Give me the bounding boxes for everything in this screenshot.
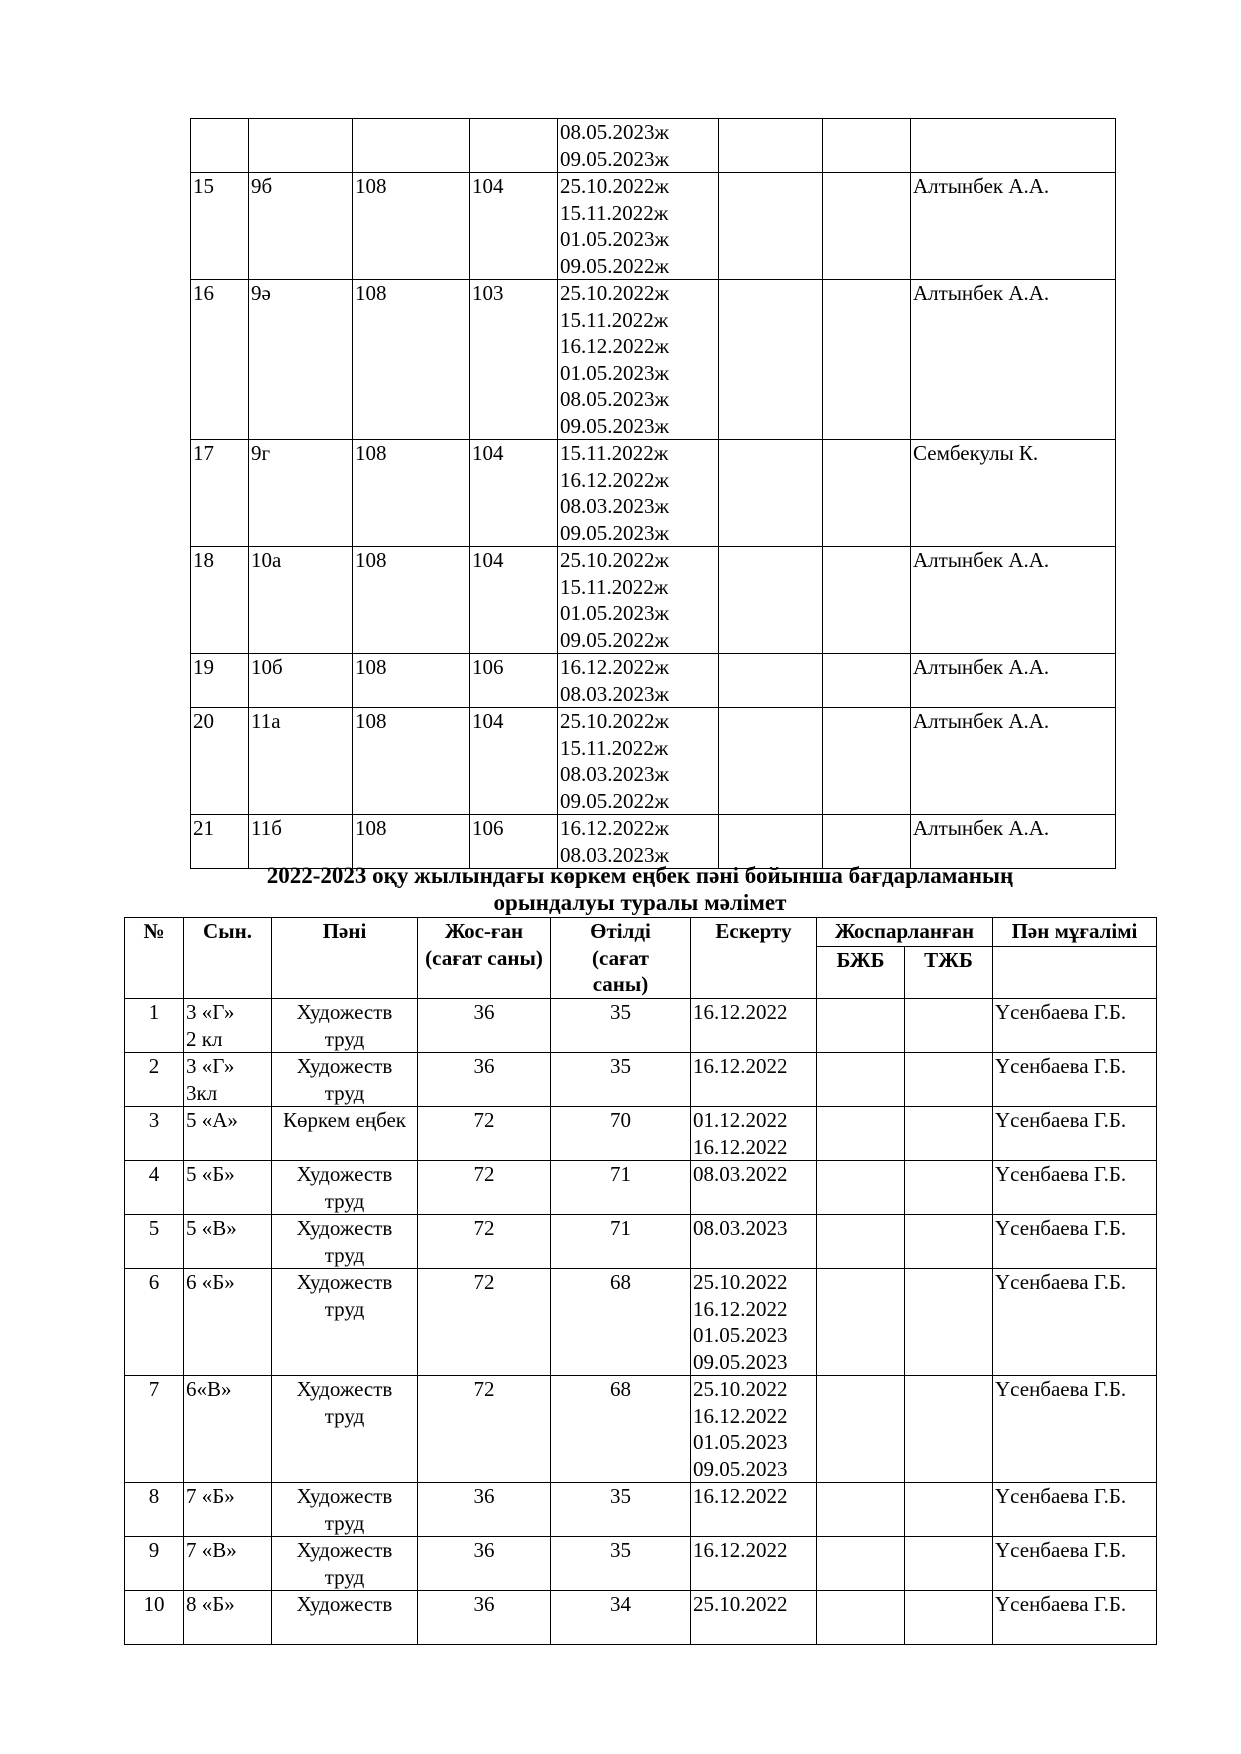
bzhb-cell	[817, 1053, 905, 1107]
dates-line: 08.03.2023ж	[560, 842, 670, 867]
empty-cell	[719, 280, 823, 440]
class-name	[184, 1591, 272, 1645]
header-planned-line: (сағат саны)	[425, 945, 543, 970]
row-number: 16	[191, 280, 249, 440]
done-hours: 106	[470, 815, 558, 869]
note-dates-line: 16.12.2022	[693, 1054, 788, 1078]
done-hours: 71	[551, 1215, 691, 1269]
tzhb-cell	[905, 999, 993, 1053]
subject	[272, 1215, 418, 1269]
table-row	[125, 1107, 1157, 1161]
bzhb-cell	[817, 1269, 905, 1376]
tzhb-cell	[905, 1376, 993, 1483]
dates-line: 08.03.2023ж	[560, 762, 670, 786]
dates-line: 08.05.2023ж	[560, 387, 670, 411]
planned-hours: 72	[418, 1376, 551, 1483]
dates-line: 09.05.2023ж	[560, 520, 670, 545]
tzhb-cell	[905, 1269, 993, 1376]
empty-cell	[823, 280, 911, 440]
row-number: 17	[191, 440, 249, 547]
dates	[558, 280, 719, 440]
subject-line: Художеств	[296, 1270, 393, 1294]
dates-line: 08.03.2023ж	[560, 681, 670, 706]
class-name: 10а	[249, 547, 353, 654]
note-dates-line: 25.10.2022	[693, 1592, 788, 1616]
note-dates-line: 16.12.2022	[693, 1538, 788, 1562]
planned-hours: 36	[418, 1537, 551, 1591]
table-row	[191, 547, 1116, 654]
note-dates-line: 08.03.2023	[693, 1216, 788, 1240]
header-done-hours	[551, 918, 691, 999]
dates-line: 09.05.2022ж	[560, 627, 670, 652]
planned-hours: 108	[353, 173, 470, 280]
dates-line: 15.11.2022ж	[560, 574, 669, 599]
table-row	[191, 119, 1116, 173]
subject	[272, 1053, 418, 1107]
class-name	[184, 999, 272, 1053]
planned-hours: 36	[418, 1053, 551, 1107]
note-dates-line: 16.12.2022	[693, 1484, 788, 1508]
header-planned-line: Жос-ған	[444, 919, 524, 943]
teacher-name: Алтынбек А.А.	[911, 708, 1116, 815]
dates-line: 15.11.2022ж	[560, 441, 669, 465]
planned-hours: 72	[418, 1269, 551, 1376]
dates-line: 08.03.2023ж	[560, 494, 670, 518]
dates-line: 09.05.2022ж	[560, 788, 670, 813]
subject-line: Художеств	[296, 1377, 393, 1401]
dates	[558, 547, 719, 654]
bzhb-cell	[817, 1483, 905, 1537]
empty-cell	[823, 119, 911, 173]
teacher-name: Үсенбаева Г.Б.	[993, 1053, 1157, 1107]
teacher-name: Алтынбек А.А.	[911, 280, 1116, 440]
planned-hours: 108	[353, 440, 470, 547]
class-name	[184, 1107, 272, 1161]
dates	[558, 654, 719, 708]
note-dates	[691, 1107, 817, 1161]
note-dates	[691, 1161, 817, 1215]
note-dates-line: 16.12.2022	[693, 1134, 788, 1159]
dates	[558, 119, 719, 173]
done-hours: 104	[470, 547, 558, 654]
dates-line: 16.12.2022ж	[560, 816, 670, 840]
table-row	[125, 1591, 1157, 1645]
row-number: 7	[125, 1376, 184, 1483]
done-hours: 104	[470, 708, 558, 815]
dates	[558, 708, 719, 815]
note-dates	[691, 1376, 817, 1483]
subject	[272, 1269, 418, 1376]
done-hours: 68	[551, 1269, 691, 1376]
done-hours	[470, 119, 558, 173]
tzhb-cell	[905, 1215, 993, 1269]
report-table	[124, 917, 1157, 1645]
class-name-line: 6«В»	[186, 1377, 232, 1401]
subject-line: Художеств	[296, 1538, 393, 1562]
note-dates-line: 25.10.2022	[693, 1377, 788, 1401]
bzhb-cell	[817, 1376, 905, 1483]
tzhb-cell	[905, 1591, 993, 1645]
class-name-line: 3кл	[186, 1080, 218, 1105]
row-number: 2	[125, 1053, 184, 1107]
teacher-name: Алтынбек А.А.	[911, 173, 1116, 280]
dates-line: 15.11.2022ж	[560, 200, 669, 225]
subject-line: Художеств	[296, 1484, 393, 1508]
teacher-name: Үсенбаева Г.Б.	[993, 1483, 1157, 1537]
note-dates-line: 16.12.2022	[693, 1403, 788, 1428]
progress-table-top	[190, 118, 1116, 869]
empty-cell	[719, 440, 823, 547]
note-dates	[691, 1053, 817, 1107]
teacher-name: Үсенбаева Г.Б.	[993, 1161, 1157, 1215]
note-dates	[691, 1215, 817, 1269]
report-title-line2: орындалуы туралы мәлімет	[493, 890, 787, 915]
planned-hours: 108	[353, 280, 470, 440]
dates-line: 09.05.2023ж	[560, 146, 670, 171]
tzhb-cell	[905, 1161, 993, 1215]
subject-line: Художеств	[296, 1162, 393, 1186]
done-hours: 35	[551, 1483, 691, 1537]
dates-line: 25.10.2022ж	[560, 548, 670, 572]
tzhb-cell	[905, 1483, 993, 1537]
teacher-name: Сембекулы К.	[911, 440, 1116, 547]
tzhb-cell	[905, 1537, 993, 1591]
dates-line: 16.12.2022ж	[560, 467, 670, 492]
teacher-name: Алтынбек А.А.	[911, 654, 1116, 708]
header-done-line: Өтілді	[590, 919, 651, 943]
done-hours: 35	[551, 1537, 691, 1591]
table-row	[191, 440, 1116, 547]
dates-line: 15.11.2022ж	[560, 735, 669, 760]
planned-hours: 36	[418, 999, 551, 1053]
empty-cell	[719, 173, 823, 280]
class-name	[184, 1161, 272, 1215]
class-name: 11б	[249, 815, 353, 869]
planned-hours: 72	[418, 1107, 551, 1161]
done-hours: 106	[470, 654, 558, 708]
subject	[272, 1376, 418, 1483]
note-dates	[691, 999, 817, 1053]
class-name-line: 7 «В»	[186, 1538, 237, 1562]
planned-hours: 108	[353, 815, 470, 869]
class-name-line: 8 «Б»	[186, 1592, 235, 1616]
header-tzhb: ТЖБ	[905, 947, 993, 999]
subject-line: труд	[324, 1296, 365, 1321]
class-name	[184, 1053, 272, 1107]
row-number: 5	[125, 1215, 184, 1269]
header-num: №	[125, 918, 184, 999]
dates-line: 25.10.2022ж	[560, 174, 670, 198]
subject-line: Көркем еңбек	[282, 1108, 407, 1132]
bzhb-cell	[817, 1537, 905, 1591]
class-name-line: 6 «Б»	[186, 1270, 235, 1294]
class-name	[249, 119, 353, 173]
note-dates	[691, 1591, 817, 1645]
dates-line: 25.10.2022ж	[560, 281, 670, 305]
class-name-line: 5 «Б»	[186, 1162, 235, 1186]
header-planned-group: Жоспарланған	[817, 918, 993, 947]
note-dates-line: 01.05.2023	[693, 1430, 788, 1454]
subject-line: труд	[324, 1403, 365, 1428]
class-name	[184, 1376, 272, 1483]
dates-line: 01.05.2023ж	[560, 227, 670, 251]
done-hours: 104	[470, 440, 558, 547]
subject	[272, 999, 418, 1053]
teacher-name: Үсенбаева Г.Б.	[993, 1537, 1157, 1591]
note-dates-line: 09.05.2023	[693, 1349, 788, 1374]
class-name-line: 5 «В»	[186, 1216, 237, 1240]
header-teacher-blank	[993, 947, 1157, 999]
table-row	[125, 1053, 1157, 1107]
note-dates-line: 16.12.2022	[693, 1000, 788, 1024]
table-row	[191, 280, 1116, 440]
subject	[272, 1161, 418, 1215]
table-row	[125, 1215, 1157, 1269]
done-hours: 35	[551, 999, 691, 1053]
dates	[558, 173, 719, 280]
dates-line: 09.05.2023ж	[560, 413, 670, 438]
row-number: 1	[125, 999, 184, 1053]
report-title-line1: 2022-2023 оқу жылындағы көркем еңбек пәні бойынша бағдарламаның	[266, 863, 1014, 888]
dates-line: 25.10.2022ж	[560, 709, 670, 733]
class-name-line: 2 кл	[186, 1026, 223, 1051]
row-number	[191, 119, 249, 173]
table-row	[125, 999, 1157, 1053]
empty-cell	[823, 173, 911, 280]
note-dates-line: 08.03.2022	[693, 1162, 788, 1186]
teacher-name	[911, 119, 1116, 173]
dates-line: 16.12.2022ж	[560, 655, 670, 679]
row-number: 6	[125, 1269, 184, 1376]
header-class: Сын.	[184, 918, 272, 999]
class-name: 9ә	[249, 280, 353, 440]
planned-hours: 72	[418, 1161, 551, 1215]
row-number: 19	[191, 654, 249, 708]
subject-line: труд	[324, 1026, 365, 1051]
empty-cell	[823, 815, 911, 869]
class-name-line: 3 «Г»	[186, 1054, 235, 1078]
note-dates-line: 01.12.2022	[693, 1108, 788, 1132]
note-dates-line: 25.10.2022	[693, 1270, 788, 1294]
class-name: 10б	[249, 654, 353, 708]
planned-hours: 72	[418, 1215, 551, 1269]
table-row	[125, 1376, 1157, 1483]
planned-hours: 36	[418, 1483, 551, 1537]
header-bzhb: БЖБ	[817, 947, 905, 999]
subject	[272, 1537, 418, 1591]
empty-cell	[823, 654, 911, 708]
row-number: 8	[125, 1483, 184, 1537]
empty-cell	[719, 708, 823, 815]
class-name-line: 5 «А»	[186, 1108, 238, 1132]
teacher-name: Үсенбаева Г.Б.	[993, 1107, 1157, 1161]
teacher-name: Үсенбаева Г.Б.	[993, 1215, 1157, 1269]
class-name	[184, 1269, 272, 1376]
teacher-name: Алтынбек А.А.	[911, 547, 1116, 654]
bzhb-cell	[817, 1215, 905, 1269]
table-row	[191, 815, 1116, 869]
class-name-line: 7 «Б»	[186, 1484, 235, 1508]
dates	[558, 440, 719, 547]
class-name-line: 3 «Г»	[186, 1000, 235, 1024]
empty-cell	[823, 547, 911, 654]
note-dates	[691, 1537, 817, 1591]
table-row	[191, 708, 1116, 815]
subject-line: Художеств	[296, 1592, 393, 1616]
table-row	[191, 173, 1116, 280]
dates-line: 16.12.2022ж	[560, 334, 670, 358]
subject	[272, 1107, 418, 1161]
done-hours: 35	[551, 1053, 691, 1107]
subject-line: труд	[324, 1510, 365, 1535]
empty-cell	[823, 440, 911, 547]
subject-line: Художеств	[296, 1000, 393, 1024]
class-name: 9г	[249, 440, 353, 547]
done-hours: 70	[551, 1107, 691, 1161]
progress-table-top-body	[191, 119, 1116, 869]
done-hours: 71	[551, 1161, 691, 1215]
table-row	[125, 1269, 1157, 1376]
note-dates-line: 09.05.2023	[693, 1456, 788, 1481]
bzhb-cell	[817, 1591, 905, 1645]
teacher-name: Үсенбаева Г.Б.	[993, 1591, 1157, 1645]
dates-line: 01.05.2023ж	[560, 601, 670, 625]
class-name	[184, 1537, 272, 1591]
note-dates	[691, 1269, 817, 1376]
table-row	[125, 1161, 1157, 1215]
header-planned-hours	[418, 918, 551, 999]
row-number: 15	[191, 173, 249, 280]
table-row	[125, 1537, 1157, 1591]
row-number: 3	[125, 1107, 184, 1161]
subject	[272, 1483, 418, 1537]
header-done-line: (сағат	[592, 945, 649, 970]
empty-cell	[719, 547, 823, 654]
row-number: 18	[191, 547, 249, 654]
teacher-name: Үсенбаева Г.Б.	[993, 1269, 1157, 1376]
dates-line: 09.05.2022ж	[560, 253, 670, 278]
row-number: 10	[125, 1591, 184, 1645]
class-name	[184, 1215, 272, 1269]
bzhb-cell	[817, 1107, 905, 1161]
done-hours: 103	[470, 280, 558, 440]
subject-line: труд	[324, 1188, 365, 1213]
row-number: 20	[191, 708, 249, 815]
done-hours: 68	[551, 1376, 691, 1483]
planned-hours: 108	[353, 708, 470, 815]
empty-cell	[823, 708, 911, 815]
teacher-name: Үсенбаева Г.Б.	[993, 999, 1157, 1053]
planned-hours	[353, 119, 470, 173]
teacher-name: Алтынбек А.А.	[911, 815, 1116, 869]
note-dates-line: 16.12.2022	[693, 1296, 788, 1321]
header-done-line: саны)	[592, 972, 649, 996]
tzhb-cell	[905, 1107, 993, 1161]
dates-line: 15.11.2022ж	[560, 307, 669, 332]
empty-cell	[719, 654, 823, 708]
row-number: 4	[125, 1161, 184, 1215]
empty-cell	[719, 119, 823, 173]
planned-hours: 108	[353, 547, 470, 654]
class-name: 9б	[249, 173, 353, 280]
row-number: 21	[191, 815, 249, 869]
header-subject: Пәні	[272, 918, 418, 999]
done-hours: 34	[551, 1591, 691, 1645]
table-row	[125, 1483, 1157, 1537]
subject-line: Художеств	[296, 1054, 393, 1078]
subject	[272, 1591, 418, 1645]
empty-cell	[719, 815, 823, 869]
note-dates-line: 01.05.2023	[693, 1323, 788, 1347]
planned-hours: 108	[353, 654, 470, 708]
header-note: Ескерту	[691, 918, 817, 999]
header-teacher: Пән мұғалімі	[993, 918, 1157, 947]
dates	[558, 815, 719, 869]
subject-line: труд	[324, 1242, 365, 1267]
class-name	[184, 1483, 272, 1537]
class-name: 11а	[249, 708, 353, 815]
done-hours: 104	[470, 173, 558, 280]
subject-line: труд	[324, 1564, 365, 1589]
dates-line: 08.05.2023ж	[560, 120, 670, 144]
bzhb-cell	[817, 1161, 905, 1215]
report-table-body	[125, 999, 1157, 1645]
row-number: 9	[125, 1537, 184, 1591]
tzhb-cell	[905, 1053, 993, 1107]
teacher-name: Үсенбаева Г.Б.	[993, 1376, 1157, 1483]
planned-hours: 36	[418, 1591, 551, 1645]
table-row	[191, 654, 1116, 708]
dates-line: 01.05.2023ж	[560, 360, 670, 385]
note-dates	[691, 1483, 817, 1537]
bzhb-cell	[817, 999, 905, 1053]
subject-line: труд	[324, 1080, 365, 1105]
subject-line: Художеств	[296, 1216, 393, 1240]
